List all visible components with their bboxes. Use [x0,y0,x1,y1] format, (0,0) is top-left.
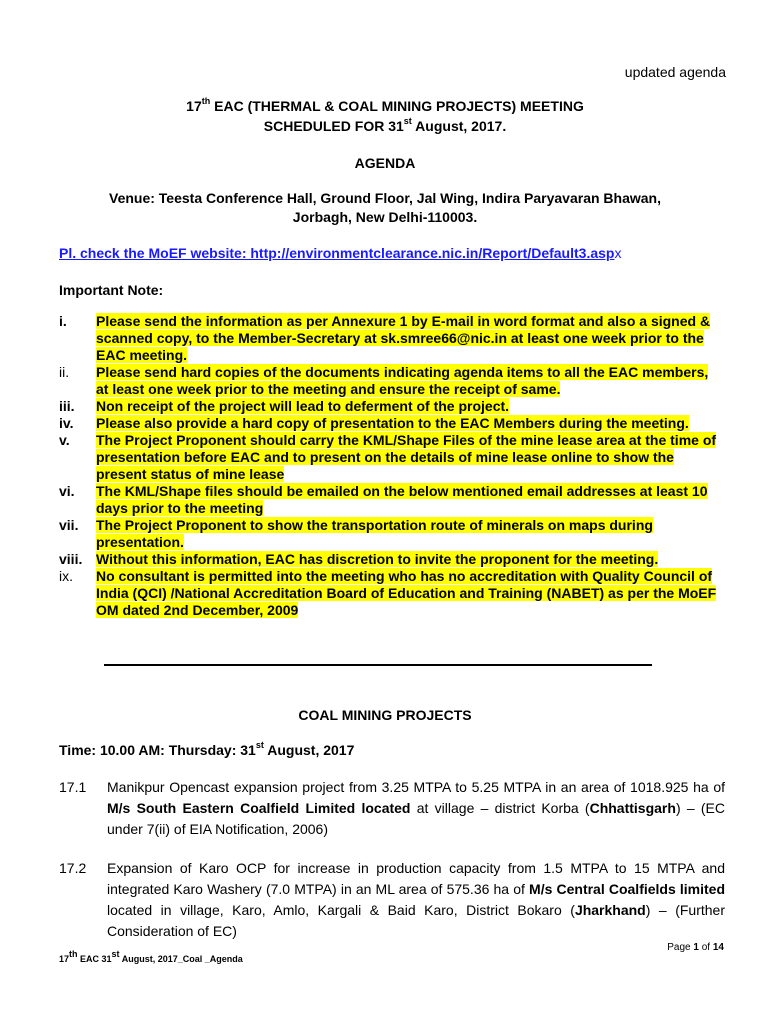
page-word: Page [667,942,694,953]
meeting-schedule [0,118,770,134]
note-number: v. [59,432,70,448]
note-number: iii. [59,398,75,414]
project-state: Jharkhand [574,902,646,918]
note-item [59,313,719,364]
note-number: i. [59,313,67,329]
time-date: August, 2017 [263,742,355,758]
project-text: ) – (EC under 7(ii) of EIA Notification, 2006) [107,800,725,837]
important-note-heading: Important Note: [59,282,164,298]
time-sup: st [255,740,264,751]
moef-website-line [59,245,621,261]
project-text: at village – district Korba ( [410,800,590,816]
note-number: ix. [59,568,73,584]
footer-text: 17 [59,954,70,964]
footer-text: August, 2017_Coal _Agenda [119,954,243,964]
note-text: The Project Proponent to show the transportation route of minerals on maps during presentation. [96,517,653,550]
project-text: Manikpur Opencast expansion project from 3.25 MTPA to 5.25 MTPA in an area of 1018.925 ha of [107,779,725,795]
meeting-title [0,98,770,114]
time-text: Time: 10.00 AM: Thursday: 31 [59,742,256,758]
note-text: The KML/Shape files should be emailed on the below mentioned email addresses at least 10 days prior to the meeting [96,483,708,516]
section-divider [104,664,652,666]
note-item [59,517,719,551]
note-number: iv. [59,415,74,431]
note-text: Without this information, EAC has discretion to invite the proponent for the meeting. [96,551,659,567]
project-company: M/s Central Coalfields limited [529,881,726,897]
project-item-17-2 [59,858,725,942]
project-description [107,777,725,840]
footer-document-name [59,949,243,964]
moef-website-link[interactable]: Pl. check the MoEF website: http://environmentclearance.nic.in/Report/Default3.asp [59,245,615,261]
note-text: Please send the information as per Annexure 1 by E-mail in word format and also a signed & scanned copy, to the Member-Secretary at sk.smree66@nic.in at least one week prior to the EAC meeting. [96,313,711,363]
venue-line-1: Venue: Teesta Conference Hall, Ground Floor, Jal Wing, Indira Paryavaran Bhawan, [109,190,661,206]
project-item-17-1 [59,777,725,840]
link-tail: x [614,245,622,261]
project-text: located in village, Karo, Amlo, Kargali & Baid Karo, District Bokaro ( [107,902,575,918]
title-text: EAC (THERMAL & COAL MINING PROJECTS) MEETING [210,98,584,114]
note-text: Please send hard copies of the documents indicating agenda items to all the EAC members, at least one week prior to the meeting and ensure the receipt of same. [96,364,709,397]
note-item [59,364,719,398]
schedule-sup: st [403,116,412,127]
project-text: Expansion of Karo OCP for increase in production capacity from 1.5 MTPA to 15 MTPA and integrated Karo Washery (7.0 MTPA) in an ML area of 575.36 ha of [107,860,725,897]
note-item [59,432,719,483]
important-note-list [59,313,719,619]
note-text: Non receipt of the project will lead to deferment of the project. [96,398,510,414]
project-description [107,858,725,942]
project-state: Chhattisgarh [589,800,676,816]
footer-sup: st [111,949,120,959]
venue-line-2: Jorbagh, New Delhi-110003. [292,209,478,225]
schedule-date: August, 2017. [411,118,507,134]
project-number: 17.2 [59,860,87,876]
meeting-time [59,742,354,758]
note-item [59,398,719,415]
note-item [59,551,719,568]
project-text: ) – (Further Consideration of EC) [107,902,726,939]
note-text: Please also provide a hard copy of presentation to the EAC Members during the meeting. [96,415,689,431]
page-number [667,942,724,953]
footer-text: EAC 31 [77,954,112,964]
title-sup: th [201,96,211,107]
page-current: 1 [693,942,699,953]
note-text: No consultant is permitted into the meeting who has no accreditation with Quality Council of India (QCI) /National Accreditation Board of Education and Training (NABET) as per the MoEF OM dated 2nd December, 2009 [96,568,717,618]
agenda-heading: AGENDA [354,155,416,171]
updated-agenda-label: updated agenda [624,64,726,80]
note-item [59,568,719,619]
page-of: of [698,942,713,953]
title-number: 17 [186,98,202,114]
note-number: vi. [59,483,75,499]
note-number: viii. [59,551,83,567]
note-number: ii. [59,364,70,380]
project-number: 17.1 [59,779,87,795]
note-item [59,415,719,432]
schedule-text: SCHEDULED FOR 31 [263,118,404,134]
footer-sup: th [69,949,78,959]
project-company: M/s South Eastern Coalfield Limited located [107,800,411,816]
note-text: The Project Proponent should carry the KML/Shape Files of the mine lease area at the time of presentation before EAC and to present on the details of mine lease online to show the present status of mine lease [96,432,717,482]
coal-mining-heading: COAL MINING PROJECTS [298,707,472,723]
note-number: vii. [59,517,79,533]
page-total: 14 [712,942,724,953]
note-item [59,483,719,517]
